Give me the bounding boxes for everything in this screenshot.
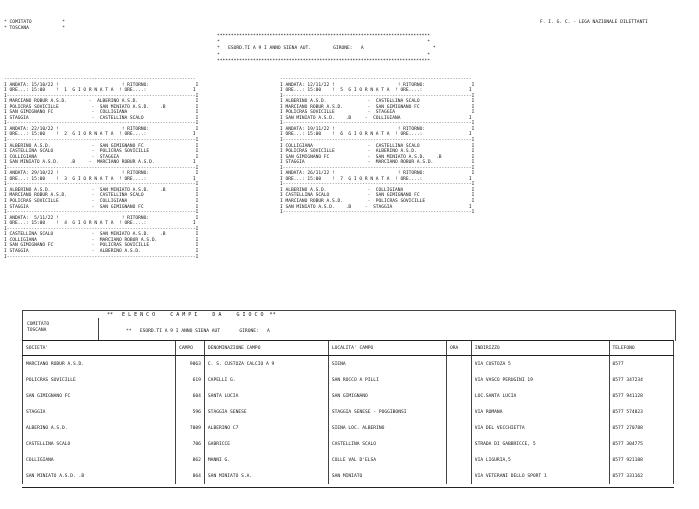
calendar-left-line: I---------------------------------------------------------------------I	[4, 121, 199, 127]
calendar-right-line: I SAN MINIATO A.S.D. .B - COLLIGIANA I	[280, 115, 472, 121]
cell-indirizzo: VIA VETERANI DELLO SPORT 1	[471, 468, 609, 484]
cell-denominazione: ALBERINO C7	[204, 420, 328, 436]
cell-telefono: 0577 347234	[609, 372, 673, 388]
calendar-left-line: I---------------------------------------------------------------------I	[4, 182, 199, 188]
title-stars-bottom: *****************************************************************************	[217, 58, 430, 64]
cell-indirizzo: VIA LIGURIA,5	[471, 452, 609, 468]
cell-ora	[447, 452, 472, 468]
cell-localita: SAN MINIATO	[328, 468, 446, 484]
calendar-right-line: I POLICRAS SOVICILLE - STAGGIA I	[280, 110, 475, 116]
cell-campo: 862	[176, 452, 205, 468]
calendar-right-line: I STAGGIA - MARCIANO ROBUR A.S.D. I	[280, 160, 475, 166]
cell-localita: SAN ROCCO A PILLI	[328, 372, 446, 388]
calendar-right-line: I POLICRAS SOVICILLE - ALBERINO A.S.D. I	[280, 149, 475, 155]
cell-campo: 619	[176, 372, 205, 388]
title-stars-top: *****************************************************************************	[217, 34, 430, 39]
cell-localita: SIENA	[328, 356, 446, 373]
cell-denominazione: C. S. CUSTOZA CALCIO A 9	[204, 356, 328, 373]
col-indirizzo: INDIRIZZO	[471, 341, 609, 356]
cell-denominazione: GABRICCE	[204, 436, 328, 452]
calendar-right-line: I ALBERINO A.S.D. - CASTELLINA SCALO I	[280, 99, 475, 105]
calendar-right-line: I ANDATA: 26/11/22 ! ! RITORNO: I	[280, 171, 475, 177]
calendar-left-line: I ORE...: 15:00 ! 3 G I O R N A T A ! ORE....: I	[4, 176, 196, 182]
calendar-left-line: I---------------------------------------------------------------------I	[4, 210, 199, 216]
cell-campo: 9063	[176, 356, 205, 373]
campi-table-body	[23, 356, 674, 485]
table-row	[23, 468, 674, 484]
calendar-left-line: I STAGGIA - CASTELLINA SCALO I	[4, 115, 199, 121]
campi-subtitle: ** ESORD.TI A 9 I ANNO SIENA AUT GIRONE: A	[126, 329, 270, 334]
cell-localita: CASTELLINA SCALO	[328, 436, 446, 452]
calendar-left-line: I SAN MINIATO A.S.D. .B - MARCIANO ROBUR A.S.D. I	[4, 160, 196, 166]
table-row	[23, 420, 674, 436]
cell-denominazione: MANNI G.	[204, 452, 328, 468]
calendar-left-column	[4, 77, 198, 260]
cell-societa: ALBERINO A.S.D.	[23, 420, 176, 436]
calendar-right-line: I CASTELLINA SCALO - SAN GIMIGNANO FC I	[280, 193, 475, 199]
cell-ora	[447, 388, 472, 404]
calendar-left-line: I---------------------------------------------------------------------I	[4, 254, 199, 260]
group-title: * ESORD.TI A 9 I ANNO SIENA AUT. GIRONE: A *	[217, 46, 436, 52]
calendar-left-line: I MARCIANO ROBUR A.S.D. - ALBERINO A.S.D. I	[4, 99, 199, 105]
calendar-left-line: I POLICRAS SOVICILLE - SAN MINIATO A.S.D. .B I	[4, 104, 199, 110]
cell-indirizzo: VIA CUSTOZA 5	[471, 356, 609, 373]
calendar-right-line: I SAN GIMIGNANO FC - SAN MINIATO A.S.D. .B I	[280, 154, 475, 160]
calendar-left-line: ----------------------------------------------------------------------	[4, 77, 196, 82]
calendar-right-line: I---------------------------------------------------------------------I	[280, 182, 475, 188]
calendar-right-line: I ALBERINO A.S.D. - COLLIGIANA I	[280, 187, 475, 193]
cell-societa: POLICRAS SOVICILLE	[23, 372, 176, 388]
cell-indirizzo: VIA DEL VECCHIETTA	[471, 420, 609, 436]
calendar-left-line: I ANDATA: 22/10/22 ! ! RITORNO: I	[4, 126, 199, 132]
cell-denominazione: SANTA LUCIA	[204, 388, 328, 404]
calendar-right-line: I---------------------------------------------------------------------I	[280, 138, 475, 144]
cell-societa: SAN GIMIGNANO FC	[23, 388, 176, 404]
comitato-header	[4, 20, 65, 32]
cell-indirizzo: VIA VASCO PERUGINI 19	[471, 372, 609, 388]
cell-campo: 864	[176, 468, 205, 484]
calendar-left-line: I STAGGIA - ALBERINO A.S.D. I	[4, 248, 199, 254]
calendar-left-line: I MARCIANO ROBUR A.S.D. - CASTELLINA SCALO I	[4, 193, 199, 199]
calendar-right-line: I ORE...: 15:00 ! 7 G I O R N A T A ! ORE....: I	[280, 176, 472, 182]
calendar-left-line: I---------------------------------------------------------------------I	[4, 165, 199, 171]
calendar-right-line: I---------------------------------------------------------------------I	[280, 165, 475, 171]
cell-campo: 706	[176, 436, 205, 452]
cell-telefono: 0577 270788	[609, 420, 673, 436]
calendar-right-line: I---------------------------------------------------------------------I	[280, 93, 475, 99]
calendar-right-column	[280, 77, 474, 216]
cell-telefono: 0577 941128	[609, 388, 673, 404]
title-blank-bottom: * *	[217, 52, 430, 58]
cell-ora	[447, 468, 472, 484]
table-row	[23, 388, 674, 404]
calendar-right-line: I SAN MINIATO A.S.D. .B - STAGGIA I	[280, 204, 472, 210]
calendar-left-line: I ORE...: 15:00 ! 4 G I O R N A T A ! ORE....: I	[4, 221, 196, 227]
calendar-left-line: I ANDATA: 5/11/22 ! ! RITORNO: I	[4, 215, 199, 221]
table-row	[23, 452, 674, 468]
cell-ora	[447, 372, 472, 388]
calendar-left-line: I ALBERINO A.S.D. - SAN MINIATO A.S.D. .B I	[4, 187, 199, 193]
col-ora: ORA	[447, 341, 472, 356]
cell-localita: STAGGIA SENESE - POGGIBONSI	[328, 404, 446, 420]
table-row	[23, 436, 674, 452]
cell-indirizzo: LOC.SANTA LUCIA	[471, 388, 609, 404]
calendar-right-line: I MARCIANO ROBUR A.S.D. - SAN GIMIGNANO FC I	[280, 104, 475, 110]
cell-denominazione: CAPELLI G.	[204, 372, 328, 388]
campi-table	[22, 340, 674, 484]
cell-campo: 604	[176, 388, 205, 404]
cell-societa: STAGGIA	[23, 404, 176, 420]
cell-telefono: 0577	[609, 356, 673, 373]
campi-comitato	[27, 322, 49, 334]
calendar-left-line: I STAGGIA - SAN GIMIGNANO FC I	[4, 204, 199, 210]
calendar-right-line: I ANDATA: 12/11/22 ! ! RITORNO: I	[280, 82, 475, 88]
calendar-left-line: I COLLIGIANA - STAGGIA I	[4, 154, 199, 160]
calendar-left-line: I SAN GIMIGNANO FC - COLLIGIANA I	[4, 110, 199, 116]
calendar-right-line: I ORE...: 15:00 ! 6 G I O R N A T A ! ORE....: I	[280, 132, 472, 138]
col-societa: SOCIETA'	[23, 341, 176, 356]
calendar-right-line: I MARCIANO ROBUR A.S.D. - POLICRAS SOVICILLE I	[280, 199, 475, 205]
table-row	[23, 356, 674, 373]
cell-indirizzo: VIA ROMANA	[471, 404, 609, 420]
cell-localita: SAN GIMIGNANO	[328, 388, 446, 404]
campi-title: ** E L E N C O C A M P I D A G I O C O **	[107, 312, 276, 318]
calendar-left-line: I---------------------------------------------------------------------I	[4, 93, 199, 99]
cell-ora	[447, 436, 472, 452]
cell-campo: 596	[176, 404, 205, 420]
cell-telefono: 0577 574823	[609, 404, 673, 420]
calendar-right-line: I---------------------------------------------------------------------I	[280, 210, 475, 216]
federation-header: F. I. G. C. - LEGA NAZIONALE DILETTANTI	[540, 20, 648, 25]
cell-societa: CASTELLINA SCALO	[23, 436, 176, 452]
cell-campo: 7009	[176, 420, 205, 436]
calendar-left-line: I SAN GIMIGNANO FC - POLICRAS SOVICILLE I	[4, 243, 199, 249]
calendar-left-line: I ANDATA: 29/10/22 ! ! RITORNO: I	[4, 171, 199, 177]
toscana-line: * TOSCANA *	[4, 26, 65, 32]
calendar-right-line: I COLLIGIANA - CASTELLINA SCALO I	[280, 143, 475, 149]
calendar-left-line: I ORE...: 15:00 ! 2 G I O R N A T A ! ORE....: I	[4, 132, 196, 138]
campi-toscana-label: TOSCANA	[27, 328, 47, 334]
cell-ora	[447, 356, 472, 373]
cell-societa: SAN MINIATO A.S.D. .B	[23, 468, 176, 484]
cell-societa: MARCIANO ROBUR A.S.D.	[23, 356, 176, 373]
table-row	[23, 372, 674, 388]
cell-localita: SIENA LOC. ALBERINO	[328, 420, 446, 436]
col-telefono: TELEFONO	[609, 341, 673, 356]
campi-table-header	[23, 341, 674, 356]
campi-comitato-label: COMITATO	[27, 322, 50, 327]
calendar-left-line: I ANDATA: 15/10/22 ! ! RITORNO: I	[4, 82, 199, 88]
calendar-left-line: I---------------------------------------------------------------------I	[4, 138, 199, 144]
calendar-right-line: I ORE...: 15:00 ! 5 G I O R N A T A ! ORE....: I	[280, 88, 472, 94]
calendar-right-line: ----------------------------------------------------------------------	[280, 77, 472, 82]
title-blank-top: * *	[217, 40, 430, 46]
col-campo: CAMPO	[176, 341, 205, 356]
cell-ora	[447, 420, 472, 436]
calendar-left-line: I CASTELLINA SCALO - POLICRAS SOVICILLE I	[4, 149, 199, 155]
cell-denominazione: STAGGIA SENESE	[204, 404, 328, 420]
calendar-left-line: I ORE...: 15:00 ! 1 G I O R N A T A ! ORE....: I	[4, 88, 196, 94]
calendar-left-line: I POLICRAS SOVICILLE - COLLIGIANA I	[4, 199, 199, 205]
cell-denominazione: SAN MINIATO S.A.	[204, 468, 328, 484]
cell-telefono: 0577 304775	[609, 436, 673, 452]
group-title-box	[217, 34, 436, 65]
col-localita: LOCALITA' CAMPO	[328, 341, 446, 356]
calendar-right-line: I---------------------------------------------------------------------I	[280, 121, 475, 127]
cell-ora	[447, 404, 472, 420]
calendar-left-line: I COLLIGIANA - MARCIANO ROBUR A.S.D. I	[4, 237, 199, 243]
table-row	[23, 404, 674, 420]
calendar-right-line: I ANDATA: 19/11/22 ! ! RITORNO: I	[280, 126, 475, 132]
calendar-left-line: I---------------------------------------------------------------------I	[4, 226, 199, 232]
calendar-left-line: I ALBERINO A.S.D. - SAN GIMIGNANO FC I	[4, 143, 199, 149]
calendar-left-line: I CASTELLINA SCALO - SAN MINIATO A.S.D. .B I	[4, 232, 199, 238]
cell-localita: COLLE VAL D'ELSA	[328, 452, 446, 468]
comitato-line: * COMITATO *	[4, 20, 65, 25]
bottom-rule	[22, 487, 674, 488]
cell-societa: COLLIGIANA	[23, 452, 176, 468]
col-denominazione: DENOMINAZIONE CAMPO	[204, 341, 328, 356]
cell-telefono: 0577 921188	[609, 452, 673, 468]
cell-telefono: 0577 331162	[609, 468, 673, 484]
cell-indirizzo: STRADA DI GABBRICCE, 5	[471, 436, 609, 452]
